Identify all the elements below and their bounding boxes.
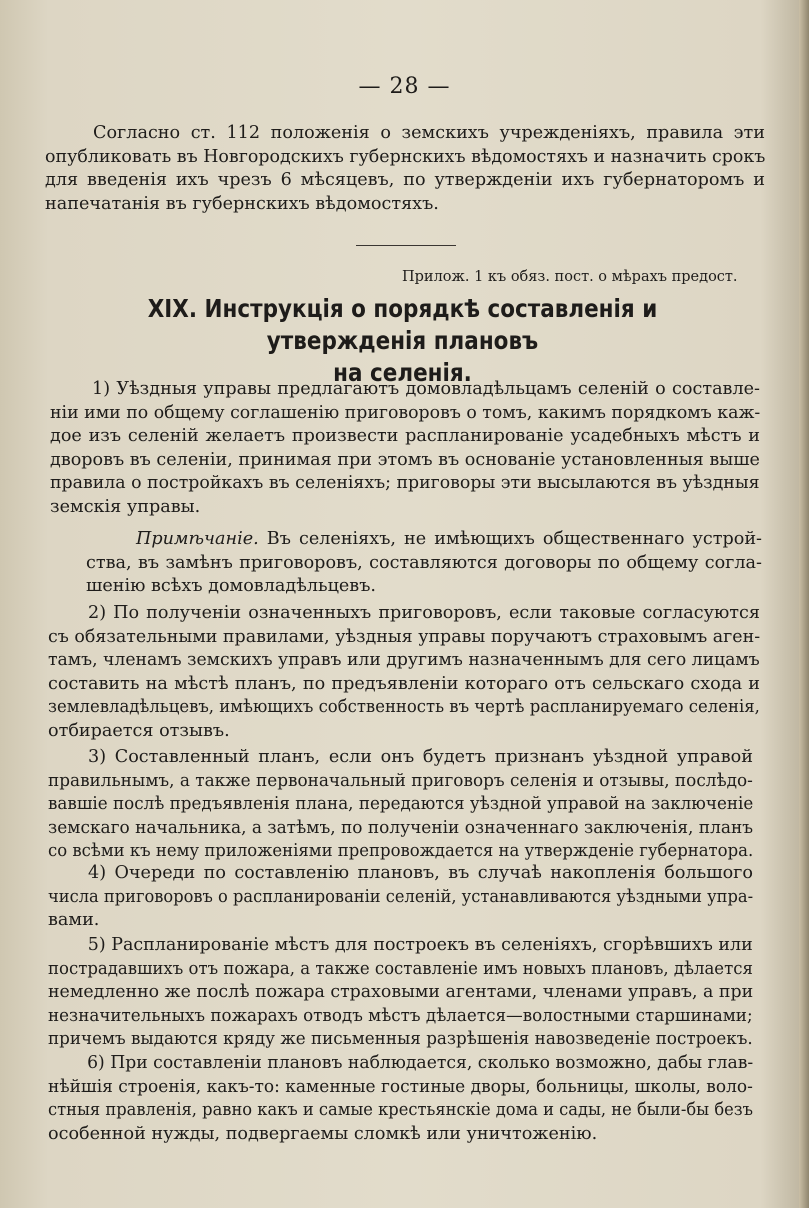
paragraph-line: шенію всѣхъ домовладѣльцевъ. [86,576,376,596]
paragraph-line: 2) По полученіи означенныхъ приговоровъ, если таковые согласуются [88,603,760,623]
paragraph-line: правила о постройкахъ въ селеніяхъ; приговоры эти высылаются въ уѣздныя [50,473,760,493]
paragraph-line: особенной нужды, подвергаемы сломкѣ или уничтоженію. [48,1123,598,1144]
paragraph-line: 5) Распланированіе мѣстъ для построекъ въ селеніяхъ, сгорѣвшихъ или [87,935,753,955]
note-label: Примѣчаніе. [136,529,259,549]
paragraph-6 [48,1052,753,1146]
section-heading [91,293,715,389]
note-first-line [86,528,762,552]
separator-rule [356,245,456,246]
note-paragraph [86,528,762,599]
paragraph-line: 3) Составленный планъ, если онъ будетъ признанъ уѣздной управой [88,747,753,767]
paragraph-line: со всѣми къ нему приложеніями препровождается на утвержденіе губернатора. [48,841,754,861]
paragraph-line: 1) Уѣздныя управы предлагаютъ домовладѣльцамъ селеній о составле- [92,379,760,399]
paragraph-line: составить на мѣстѣ планъ, по предъявленіи котораго отъ сельскаго схода и [48,673,760,694]
paragraph-line: немедленно же послѣ пожара страховыми агентами, членами управъ, а при [48,982,754,1002]
page-number: — 28 — [358,74,451,99]
paragraph-line: 4) Очереди по составленію плановъ, въ случаѣ накопленія большого [88,863,753,883]
paragraph-line: вавшіе послѣ предъявленія плана, передаются уѣздной управой на заключеніе [48,794,754,814]
paragraph-line: дворовъ въ селеніи, принимая при этомъ въ основаніе установленныя выше [50,449,760,470]
paragraph-line: земскія управы. [50,496,201,517]
paragraph-line: пострадавшихъ отъ пожара, а также составленіе имъ новыхъ плановъ, дѣлается [48,958,753,979]
paragraph-3 [48,746,753,864]
paragraph-line: съ обязательными правилами, уѣздныя управы поручаютъ страховымъ аген- [48,626,761,647]
paragraph-line: отбирается отзывъ. [48,720,230,741]
paragraph-line: стныя правленія, равно какъ и самые крестьянскіе дома и сады, не были-бы безъ [48,1100,753,1120]
paragraph-line: дое изъ селеній желаетъ произвести распланированіе усадебныхъ мѣстъ и [50,426,760,446]
paragraph-line: правильнымъ, а также первоначальный приговоръ селенія и отзывы, послѣдо- [48,770,753,791]
paragraph-line: причемъ выдаются кряду же письменныя разрѣшенія навозведеніе построекъ. [48,1029,753,1049]
paragraph-line: числа приговоровъ о распланированіи селеній, устанавливаются уѣздными упра- [48,886,754,907]
intro-line: напечатанія въ губернскихъ вѣдомостяхъ. [45,193,439,214]
intro-line: опубликовать въ Новгородскихъ губернскихъ вѣдомостяхъ и назначить срокъ [45,146,766,167]
paragraph-5 [48,934,753,1052]
paragraph-line: нѣйшія строенія, какъ-то: каменные гостиные дворы, больницы, школы, воло- [48,1076,753,1097]
intro-paragraph [45,122,765,216]
paragraph-line: земскаго начальника, а затѣмъ, по полученіи означеннаго заключенія, планъ [48,817,754,838]
paragraph-4 [48,862,753,933]
paragraph-line: землевладѣльцевъ, имѣющихъ собственность въ чертѣ распланируемаго селенія, [48,697,760,717]
appendix-reference: Прилож. 1 къ обяз. пост. о мѣрахъ предост. [402,269,738,285]
paragraph-2 [48,602,760,743]
paragraph-line: 6) При составленіи плановъ наблюдается, сколько возможно, дабы глав- [87,1053,754,1073]
paragraph-line: незначительныхъ пожарахъ отводъ мѣстъ дѣлается—волостными старшинами; [48,1005,753,1026]
heading-line: на селенія. [333,358,472,387]
paragraph-line: тамъ, членамъ земскихъ управъ или другимъ назначеннымъ для сего лицамъ [48,650,760,670]
paragraph-line: Въ селеніяхъ, не имѣющихъ общественнаго устрой- [266,529,762,549]
intro-line: Согласно ст. 112 положенія о земскихъ учрежденіяхъ, правила эти [93,123,765,143]
book-edge [799,0,809,1208]
intro-line: для введенія ихъ чрезъ 6 мѣсяцевъ, по утвержденіи ихъ губернаторомъ и [45,170,765,190]
paragraph-line: ніи ими по общему соглашенію приговоровъ о томъ, какимъ порядкомъ каж- [50,402,761,423]
paragraph-1 [50,378,760,519]
heading-line: XIX. Инструкція о порядкѣ составленія и утвержденія плановъ [147,294,658,355]
paragraph-line: ства, въ замѣнъ приговоровъ, составляются договоры по общему согла- [86,552,762,573]
paragraph-line: вами. [48,910,100,930]
